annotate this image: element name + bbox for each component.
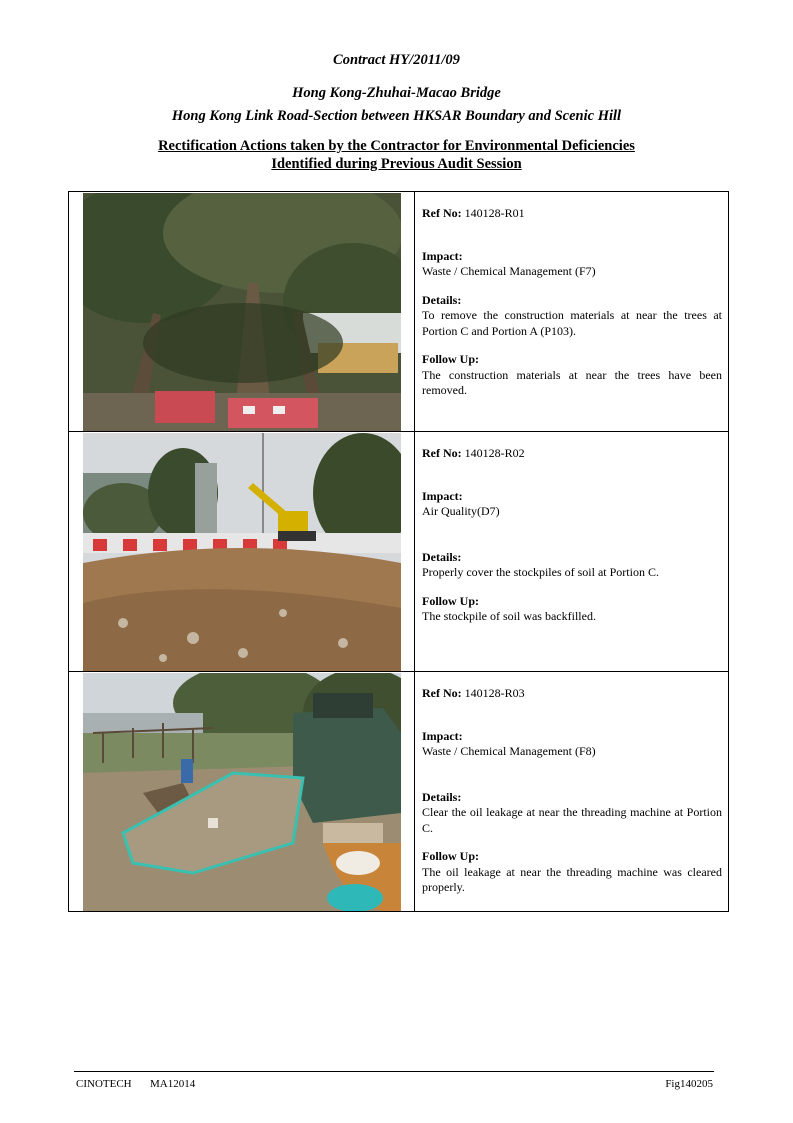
follow-up-label: Follow Up: [422, 593, 479, 608]
photo-cell-3 [69, 672, 415, 912]
site-photo-threading-machine [83, 673, 401, 911]
photo-cell-2 [69, 432, 415, 672]
footer-doc-code: MA12014 [150, 1078, 196, 1090]
footer-figure-number: Fig140205 [665, 1078, 713, 1090]
details-value: Clear the oil leakage at near the threading machine at Portion C. [422, 805, 722, 835]
impact-value: Waste / Chemical Management (F8) [422, 744, 596, 758]
follow-up-value: The oil leakage at near the threading machine was cleared properly. [422, 864, 722, 894]
details-label: Details: [422, 549, 462, 564]
follow-up-label: Follow Up: [422, 352, 479, 366]
audit-table [68, 191, 729, 912]
details-label: Details: [422, 789, 462, 804]
info-cell-3 [415, 672, 729, 912]
photo-cell-1 [69, 192, 415, 432]
document-title-line1: Rectification Actions taken by the Contractor for Environmental Deficiencies [158, 138, 635, 154]
details-label: Details: [422, 292, 462, 307]
ref-number: 140128-R01 [464, 206, 525, 220]
audit-row-2 [69, 432, 729, 672]
follow-up-value: The construction materials at near the trees have been removed. [422, 367, 722, 397]
impact-value: Air Quality(D7) [422, 504, 500, 518]
site-photo-trees [83, 193, 401, 431]
impact-label: Impact: [422, 488, 463, 503]
ref-label: Ref No: [422, 206, 462, 220]
ref-number: 140128-R03 [464, 686, 525, 700]
footer-company: CINOTECH [76, 1078, 132, 1090]
audit-row-3 [69, 672, 729, 912]
info-cell-1 [415, 192, 729, 432]
details-value: To remove the construction materials at near the trees at Portion C and Portion A (P103). [422, 308, 722, 338]
follow-up-label: Follow Up: [422, 849, 479, 863]
ref-label: Ref No: [422, 446, 462, 460]
project-title-line2: Hong Kong Link Road-Section between HKSAR Boundary and Scenic Hill [171, 108, 622, 124]
footer-divider [74, 1071, 714, 1072]
document-title-line2: Identified during Previous Audit Session [271, 156, 522, 172]
audit-row-1 [69, 192, 729, 432]
ref-label: Ref No: [422, 686, 462, 700]
follow-up-value: The stockpile of soil was backfilled. [422, 609, 596, 623]
contract-number: Contract HY/2011/09 [333, 52, 460, 68]
ref-number: 140128-R02 [464, 446, 525, 460]
impact-value: Waste / Chemical Management (F7) [422, 264, 596, 278]
site-photo-stockpile [83, 433, 401, 671]
project-title-line1: Hong Kong-Zhuhai-Macao Bridge [292, 85, 501, 101]
impact-label: Impact: [422, 728, 463, 743]
details-value: Properly cover the stockpiles of soil at Portion C. [422, 565, 659, 579]
impact-label: Impact: [422, 248, 463, 263]
info-cell-2 [415, 432, 729, 672]
